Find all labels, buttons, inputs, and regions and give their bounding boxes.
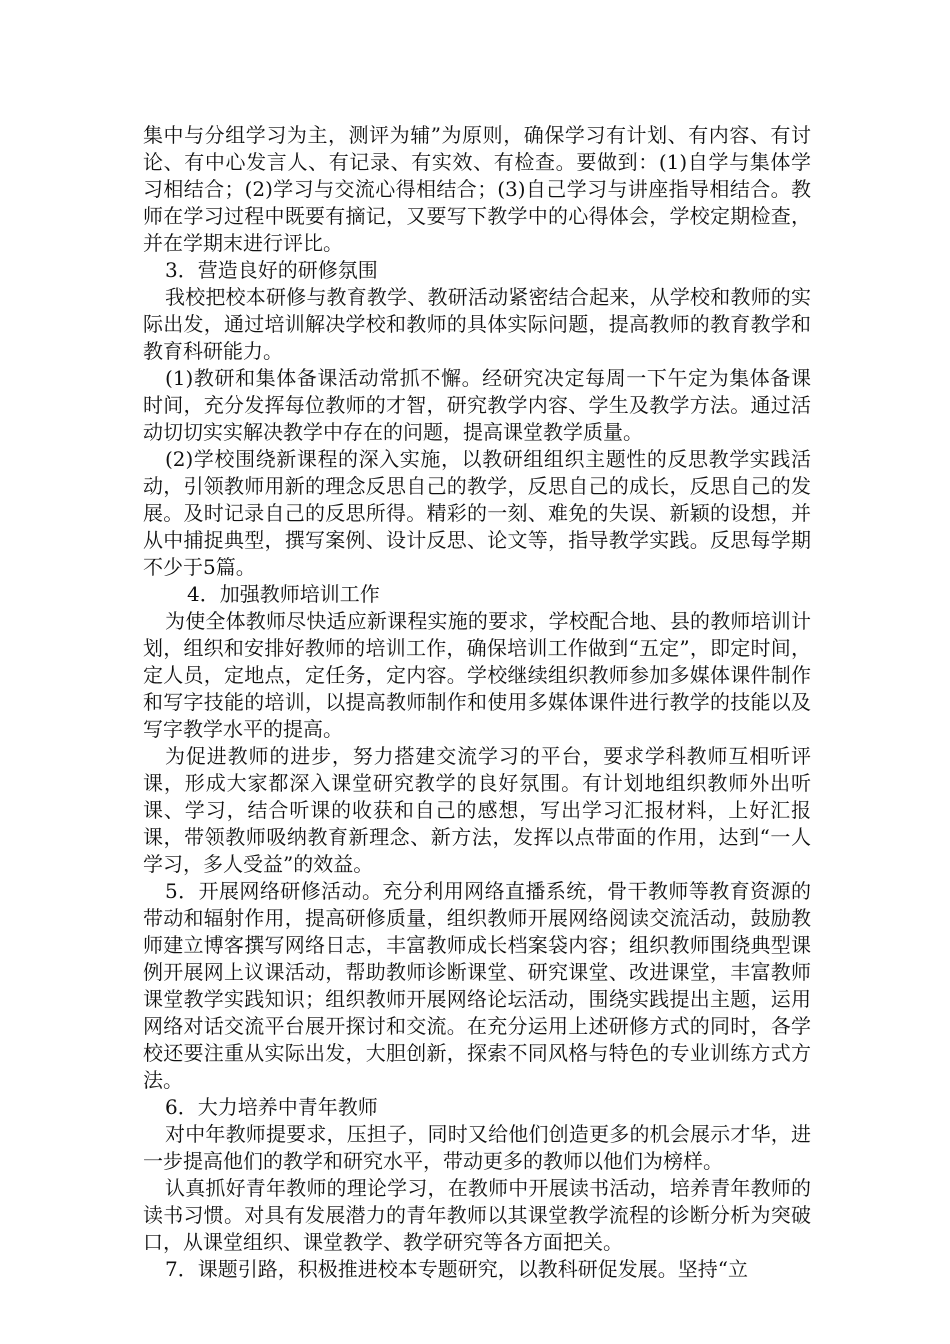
paragraph-young-teacher-study: 认真抓好青年教师的理论学习，在教师中开展读书活动，培养青年教师的读书习惯。对具有发展潜力的青年教师以其课堂教学流程的诊断分析为突破口，从课堂组织、课堂教学、教学研究等各方面把关。	[143, 1176, 811, 1254]
document-page	[143, 122, 811, 1283]
paragraph-school-research: 我校把校本研修与教育教学、教研活动紧密结合起来，从学校和教师的实际出发，通过培训解决学校和教师的具体实际问题，提高教师的教育教学和教育科研能力。	[143, 285, 811, 363]
paragraph-middle-aged-teachers: 对中年教师提要求，压担子，同时又给他们创造更多的机会展示才华，进一步提高他们的教学和研究水平，带动更多的教师以他们为榜样。	[143, 1122, 811, 1173]
paragraph-online-research: 5．开展网络研修活动。充分利用网络直播系统，骨干教师等教育资源的带动和辐射作用，提高研修质量，组织教师开展网络阅读交流活动，鼓励教师建立博客撰写网络日志，丰富教师成长档案袋内容；组织教师围绕典型课例开展网上议课活动，帮助教师诊断课堂、研究课堂、改进课堂，丰富教师课堂教学实践知识；组织教师开展网络论坛活动，围绕实践提出主题，运用网络对话交流平台展开探讨和交流。在充分运用上述研修方式的同时，各学校还要注重从实际出发，大胆创新，探索不同风格与特色的专业训练方式方法。	[143, 879, 811, 1092]
paragraph-reflective-teaching: (2)学校围绕新课程的深入实施，以教研组组织主题性的反思教学实践活动，引领教师用新的理念反思自己的教学，反思自己的成长，反思自己的发展。及时记录自己的反思所得。精彩的一刻、难免的失误、新颖的设想，并从中捕捉典型，撰写案例、设计反思、论文等，指导教学实践。反思每学期不少于5篇。	[143, 447, 811, 579]
paragraph-study-principles: 集中与分组学习为主，测评为辅”为原则，确保学习有计划、有内容、有讨论、有中心发言人、有记录、有实效、有检查。要做到：(1)自学与集体学习相结合；(2)学习与交流心得相结合；(3)自己学习与讲座指导相结合。教师在学习过程中既要有摘记，又要写下教学中的心得体会，学校定期检查，并在学期末进行评比。	[143, 123, 811, 255]
paragraph-research-topics: 7．课题引路，积极推进校本专题研究，以教科研促发展。坚持“立	[165, 1257, 748, 1281]
heading-young-teachers: 6．大力培养中青年教师	[165, 1095, 378, 1119]
heading-teacher-training: 4．加强教师培训工作	[187, 582, 380, 606]
heading-research-atmosphere: 3．营造良好的研修氛围	[165, 258, 378, 282]
paragraph-exchange-platform: 为促进教师的进步，努力搭建交流学习的平台，要求学科教师互相听评课，形成大家都深入课堂研究教学的良好氛围。有计划地组织教师外出听课、学习，结合听课的收获和自己的感想，写出学习汇报材料，上好汇报课，带领教师吸纳教育新理念、新方法，发挥以点带面的作用，达到“一人学习，多人受益”的效益。	[143, 744, 811, 876]
paragraph-collective-lesson-prep: (1)教研和集体备课活动常抓不懈。经研究决定每周一下午定为集体备课时间，充分发挥每位教师的才智，研究教学内容、学生及教学方法。通过活动切切实实解决教学中存在的问题，提高课堂教学质量。	[143, 366, 811, 444]
paragraph-training-plan: 为使全体教师尽快适应新课程实施的要求，学校配合地、县的教师培训计划，组织和安排好教师的培训工作，确保培训工作做到“五定”，即定时间，定人员，定地点，定任务，定内容。学校继续组织教师参加多媒体课件制作和写字技能的培训，以提高教师制作和使用多媒体课件进行教学的技能以及写字教学水平的提高。	[143, 609, 811, 741]
